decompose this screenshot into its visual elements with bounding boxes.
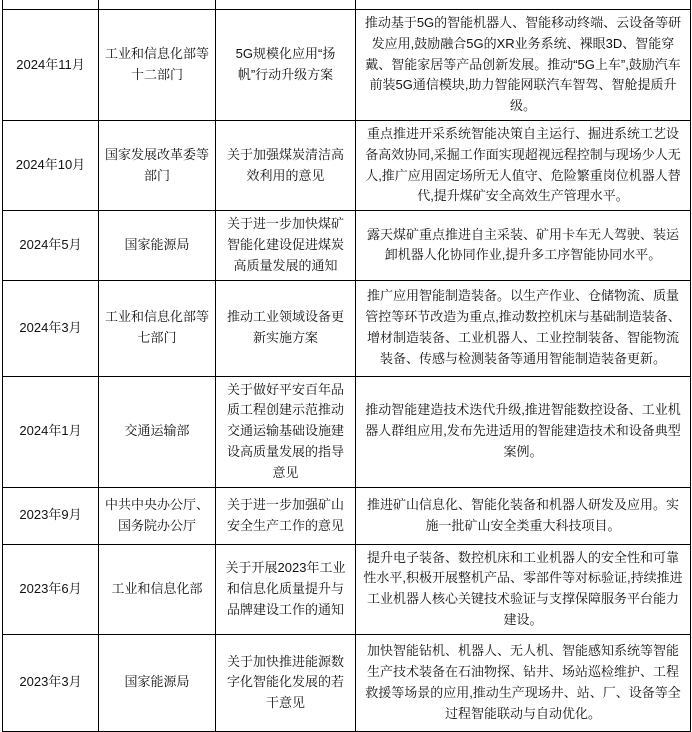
table-row [3,280,691,376]
table-row [3,211,691,280]
cutoff-cell [356,0,691,10]
policy-description-cell: 重点推进开采系统智能决策自主运行、掘进系统工艺设备高效协同,采掘工作面实现超视远程控制与现场少人无人,推广应用固定场所无人值守、危险繁重岗位机器人替代,提升煤矿安全高效生产管理水平。 [356,120,691,210]
policy-date-cell: 2024年5月 [3,211,99,280]
policy-date-cell: 2023年9月 [3,487,99,544]
policy-description-cell: 加快智能钻机、机器人、无人机、智能感知系统等智能生产技术装备在石油物探、钻井、场站巡检维护、工程救援等场景的应用,推动生产现场井、站、厂、设备等全过程智能联动与自动优化。 [356,634,691,731]
cutoff-row [3,0,691,10]
policy-title-cell: 关于进一步加快煤矿智能化建设促进煤炭高质量发展的通知 [216,211,356,280]
policy-date-cell: 2024年11月 [3,10,99,121]
policy-date-cell: 2024年3月 [3,280,99,376]
table-row [3,487,691,544]
policy-title-cell: 推动工业领域设备更新实施方案 [216,280,356,376]
table-row [3,376,691,487]
policy-date-cell: 2023年6月 [3,544,99,634]
issuer-cell: 中共中央办公厅、国务院办公厅 [99,487,216,544]
policy-description-cell: 推广应用智能制造装备。以生产作业、仓储物流、质量管控等环节改造为重点,推动数控机床与基础制造装备、增材制造装备、工业机器人、工业控制装备、智能物流装备、传感与检测装备等通用智能制造装备更新。 [356,280,691,376]
policy-title-cell: 关于加强煤炭清洁高效利用的意见 [216,120,356,210]
policy-table [2,0,691,732]
policy-description-cell: 推进矿山信息化、智能化装备和机器人研发及应用。实施一批矿山安全类重大科技项目。 [356,487,691,544]
table-row [3,120,691,210]
issuer-cell: 交通运输部 [99,376,216,487]
policy-title-cell: 关于做好平安百年品质工程创建示范推动交通运输基础设施建设高质量发展的指导意见 [216,376,356,487]
cutoff-cell [3,0,99,10]
issuer-cell: 国家发展改革委等部门 [99,120,216,210]
issuer-cell: 工业和信息化部等七部门 [99,280,216,376]
policy-description-cell: 露天煤矿重点推进自主采装、矿用卡车无人驾驶、装运卸机器人化协同作业,提升多工序智能协同水平。 [356,211,691,280]
policy-title-cell: 关于加快推进能源数字化智能化发展的若干意见 [216,634,356,731]
issuer-cell: 工业和信息化部等十二部门 [99,10,216,121]
policy-title-cell: 关于开展2023年工业和信息化质量提升与品牌建设工作的通知 [216,544,356,634]
policy-date-cell: 2023年3月 [3,634,99,731]
policy-description-cell: 推动智能建造技术迭代升级,推进智能数控设备、工业机器人群组应用,发布先进适用的智能建造技术和设备典型案例。 [356,376,691,487]
table-row [3,544,691,634]
issuer-cell: 工业和信息化部 [99,544,216,634]
table-row [3,10,691,121]
issuer-cell: 国家能源局 [99,211,216,280]
policy-title-cell: 5G规模化应用“扬帆”行动升级方案 [216,10,356,121]
issuer-cell: 国家能源局 [99,634,216,731]
policy-date-cell: 2024年10月 [3,120,99,210]
policy-description-cell: 推动基于5G的智能机器人、智能移动终端、云设备等研发应用,鼓励融合5G的XR业务系统、裸眼3D、智能穿戴、智能家居等产品创新发展。推动“5G上车”,鼓励汽车前装5G通信模块,助力智能网联汽车智驾、智舱提质升级。 [356,10,691,121]
table-row [3,634,691,731]
policy-date-cell: 2024年1月 [3,376,99,487]
cutoff-cell [216,0,356,10]
policy-description-cell: 提升电子装备、数控机床和工业机器人的安全性和可靠性水平,积极开展整机产品、零部件等对标验证,持续推进工业机器人核心关键技术验证与支撑保障服务平台能力建设。 [356,544,691,634]
cutoff-cell [99,0,216,10]
policy-title-cell: 关于进一步加强矿山安全生产工作的意见 [216,487,356,544]
